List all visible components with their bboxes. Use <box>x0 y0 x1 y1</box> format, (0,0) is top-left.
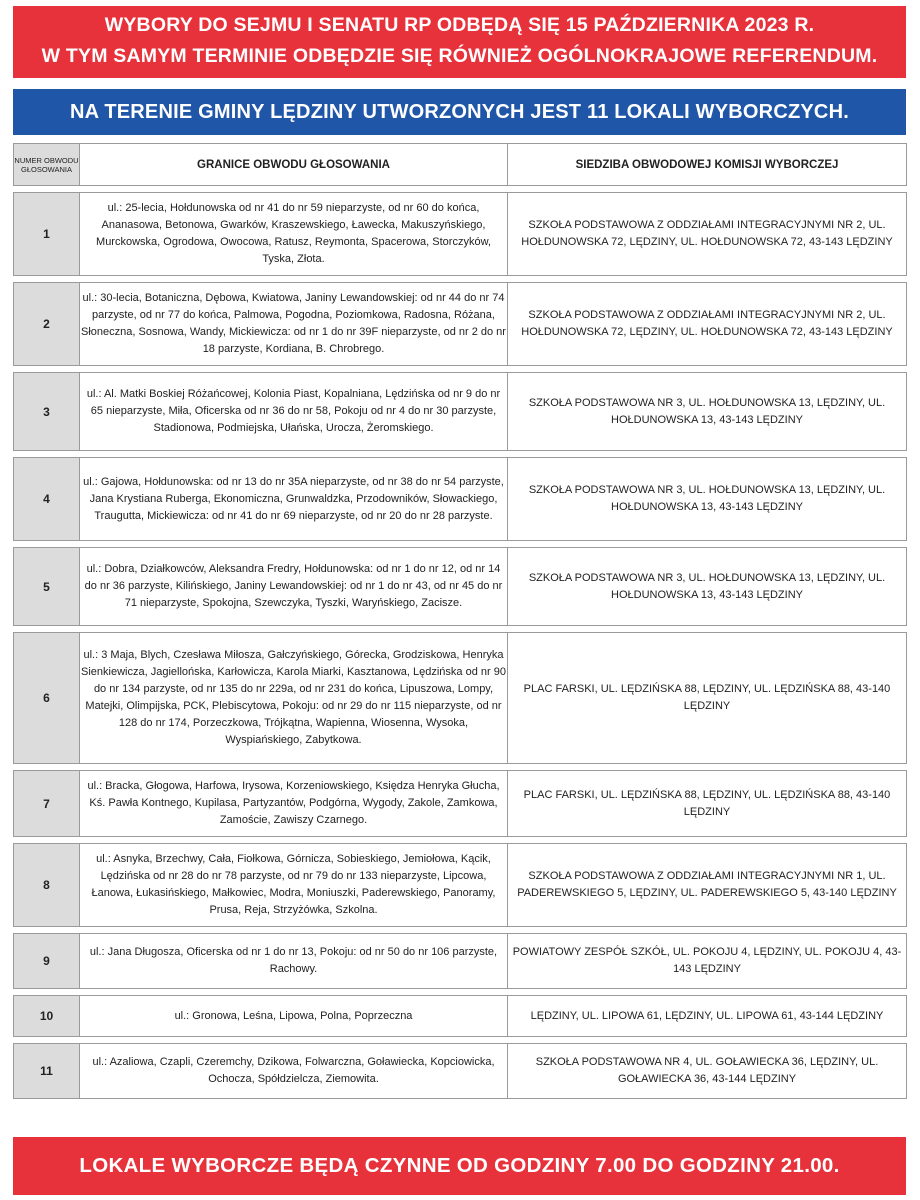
banner-line-1: WYBORY DO SEJMU I SENATU RP ODBĘDĄ SIĘ 15 PAŹDZIERNIKA 2023 R. <box>104 14 815 36</box>
table-row <box>14 633 907 764</box>
column-header-number: NUMER OBWODU GŁOSOWANIA <box>14 144 80 186</box>
commission-seat: LĘDZINY, UL. LIPOWA 61, LĘDZINY, UL. LIPOWA 61, 43-144 LĘDZINY <box>508 996 907 1037</box>
table-row <box>14 996 907 1037</box>
district-streets: ul.: Jana Długosza, Oficerska od nr 1 do nr 13, Pokoju: od nr 50 do nr 106 parzyste, Rachowy. <box>80 934 508 989</box>
row-spacer <box>14 186 907 193</box>
table-row <box>14 1044 907 1099</box>
district-streets: ul.: Gajowa, Hołdunowska: od nr 13 do nr 35A nieparzyste, od nr 38 do nr 54 parzyste, Jana Krystiana Ruberga, Ekonomiczna, Grunwaldzka, Przodowników, Słowackiego, Traugutta, Mickiewicza: od nr 41 do nr 69 nieparzyste, od nr 20 do nr 28 parzyste. <box>80 458 508 541</box>
voting-districts-table <box>13 143 907 1099</box>
district-streets: ul.: Al. Matki Boskiej Różańcowej, Kolonia Piast, Kopalniana, Lędzińska od nr 9 do nr 65 nieparzyste, Miła, Oficerska od nr 36 do nr 58, Pokoju od nr 4 do nr 30 parzyste, Stadionowa, Podmiejska, Ułańska, Urocza, Żeromskiego. <box>80 373 508 451</box>
row-spacer <box>14 626 907 633</box>
district-number: 6 <box>14 633 80 764</box>
row-spacer <box>14 927 907 934</box>
commission-seat: SZKOŁA PODSTAWOWA Z ODDZIAŁAMI INTEGRACYJNYMI NR 1, UL. PADEREWSKIEGO 5, LĘDZINY, UL. PADEREWSKIEGO 5, 43-140 LĘDZINY <box>508 844 907 927</box>
district-number: 9 <box>14 934 80 989</box>
commission-seat: SZKOŁA PODSTAWOWA NR 4, UL. GOŁAWIECKA 36, LĘDZINY, UL. GOŁAWIECKA 36, 43-144 LĘDZINY <box>508 1044 907 1099</box>
commission-seat: SZKOŁA PODSTAWOWA NR 3, UL. HOŁDUNOWSKA 13, LĘDZINY, UL. HOŁDUNOWSKA 13, 43-143 LĘDZINY <box>508 458 907 541</box>
commission-seat: SZKOŁA PODSTAWOWA NR 3, UL. HOŁDUNOWSKA 13, LĘDZINY, UL. HOŁDUNOWSKA 13, 43-143 LĘDZINY <box>508 548 907 626</box>
row-spacer <box>14 276 907 283</box>
district-number: 10 <box>14 996 80 1037</box>
table-row <box>14 283 907 366</box>
district-number: 11 <box>14 1044 80 1099</box>
district-number: 1 <box>14 193 80 276</box>
commission-seat: SZKOŁA PODSTAWOWA Z ODDZIAŁAMI INTEGRACYJNYMI NR 2, UL. HOŁDUNOWSKA 72, LĘDZINY, UL. HOŁDUNOWSKA 72, 43-143 LĘDZINY <box>508 283 907 366</box>
district-number: 4 <box>14 458 80 541</box>
district-streets: ul.: Azaliowa, Czapli, Czeremchy, Dzikowa, Folwarczna, Goławiecka, Kopciowicka, Ochocza, Spółdzielcza, Ziemowita. <box>80 1044 508 1099</box>
district-streets: ul.: 3 Maja, Blych, Czesława Miłosza, Gałczyńskiego, Górecka, Grodziskowa, Henryka Sienkiewicza, Jagiellońska, Karłowicza, Karola Miarki, Kasztanowa, Lędzińska od nr 90 do nr 134 parzyste, od nr 135 do nr 229a, od nr 231 do końca, Lipuszowa, Lompy, Matejki, Olimpijska, PCK, Plebiscytowa, Pokoju: od nr 29 do nr 115 nieparzyste, od nr 128 do nr 174, Porzeczkowa, Trójkątna, Wapienna, Wiosenna, Wysoka, Wyspiańskiego, Zabytkowa. <box>80 633 508 764</box>
district-streets: ul.: Dobra, Działkowców, Aleksandra Fredry, Hołdunowska: od nr 1 do nr 12, od nr 14 do nr 36 parzyste, Kilińskiego, Janiny Lewandowskiej: od nr 1 do nr 43, od nr 45 do nr 71 nieparzyste, Spokojna, Szewczyka, Tyszki, Waryńskiego, Zacisze. <box>80 548 508 626</box>
table-row <box>14 373 907 451</box>
table-row <box>14 934 907 989</box>
opening-hours-banner: LOKALE WYBORCZE BĘDĄ CZYNNE OD GODZINY 7.00 DO GODZINY 21.00. <box>13 1137 906 1195</box>
table-header-row <box>14 144 907 186</box>
banner-line-2: W TYM SAMYM TERMINIE ODBĘDZIE SIĘ RÓWNIEŻ OGÓLNOKRAJOWE REFERENDUM. <box>41 45 878 67</box>
table-row <box>14 458 907 541</box>
election-date-banner <box>13 6 906 78</box>
commission-seat: SZKOŁA PODSTAWOWA NR 3, UL. HOŁDUNOWSKA 13, LĘDZINY, UL. HOŁDUNOWSKA 13, 43-143 LĘDZINY <box>508 373 907 451</box>
table-row <box>14 771 907 837</box>
row-spacer <box>14 1037 907 1044</box>
commission-seat: PLAC FARSKI, UL. LĘDZIŃSKA 88, LĘDZINY, UL. LĘDZIŃSKA 88, 43-140 LĘDZINY <box>508 633 907 764</box>
row-spacer <box>14 837 907 844</box>
row-spacer <box>14 764 907 771</box>
district-streets: ul.: Gronowa, Leśna, Lipowa, Polna, Poprzeczna <box>80 996 508 1037</box>
district-number: 7 <box>14 771 80 837</box>
row-spacer <box>14 989 907 996</box>
table-row <box>14 844 907 927</box>
column-header-seat: SIEDZIBA OBWODOWEJ KOMISJI WYBORCZEJ <box>508 144 907 186</box>
district-streets: ul.: 25-lecia, Hołdunowska od nr 41 do nr 59 nieparzyste, od nr 60 do końca, Ananasowa, Betonowa, Gwarków, Kraszewskiego, Ławecka, Makuszyńskiego, Murckowska, Ogrodowa, Owocowa, Ratusz, Reymonta, Spacerowa, Storczyków, Tyska, Złota. <box>80 193 508 276</box>
district-number: 8 <box>14 844 80 927</box>
table-row <box>14 193 907 276</box>
district-streets: ul.: Bracka, Głogowa, Harfowa, Irysowa, Korzeniowskiego, Księdza Henryka Głucha, Kś. Pawła Kontnego, Kupilasa, Partyzantów, Podgórna, Wygody, Zakole, Zamkowa, Zamoście, Zawiszy Czarnego. <box>80 771 508 837</box>
commission-seat: PLAC FARSKI, UL. LĘDZIŃSKA 88, LĘDZINY, UL. LĘDZIŃSKA 88, 43-140 LĘDZINY <box>508 771 907 837</box>
commission-seat: SZKOŁA PODSTAWOWA Z ODDZIAŁAMI INTEGRACYJNYMI NR 2, UL. HOŁDUNOWSKA 72, LĘDZINY, UL. HOŁDUNOWSKA 72, 43-143 LĘDZINY <box>508 193 907 276</box>
column-header-bounds: GRANICE OBWODU GŁOSOWANIA <box>80 144 508 186</box>
district-number: 3 <box>14 373 80 451</box>
commission-seat: POWIATOWY ZESPÓŁ SZKÓŁ, UL. POKOJU 4, LĘDZINY, UL. POKOJU 4, 43-143 LĘDZINY <box>508 934 907 989</box>
district-number: 5 <box>14 548 80 626</box>
district-streets: ul.: Asnyka, Brzechwy, Cała, Fiołkowa, Górnicza, Sobieskiego, Jemiołowa, Kącik, Lędzińska od nr 28 do nr 78 parzyste, od nr 79 do nr 133 nieparzyste, Lipcowa, Łanowa, Łukasińskiego, Małkowiec, Modra, Moniuszki, Paderewskiego, Panoramy, Prusa, Reja, Strzyżówka, Szkolna. <box>80 844 508 927</box>
row-spacer <box>14 451 907 458</box>
polling-stations-count-banner: NA TERENIE GMINY LĘDZINY UTWORZONYCH JEST 11 LOKALI WYBORCZYCH. <box>13 89 906 135</box>
row-spacer <box>14 541 907 548</box>
district-streets: ul.: 30-lecia, Botaniczna, Dębowa, Kwiatowa, Janiny Lewandowskiej: od nr 44 do nr 74 parzyste, od nr 77 do końca, Palmowa, Pogodna, Poziomkowa, Radosna, Różana, Słoneczna, Sosnowa, Wandy, Mickiewicza: od nr 1 do nr 39F nieparzyste, od nr 2 do nr 18 parzyste, Kordiana, B. Chrobrego. <box>80 283 508 366</box>
district-number: 2 <box>14 283 80 366</box>
table-row <box>14 548 907 626</box>
row-spacer <box>14 366 907 373</box>
